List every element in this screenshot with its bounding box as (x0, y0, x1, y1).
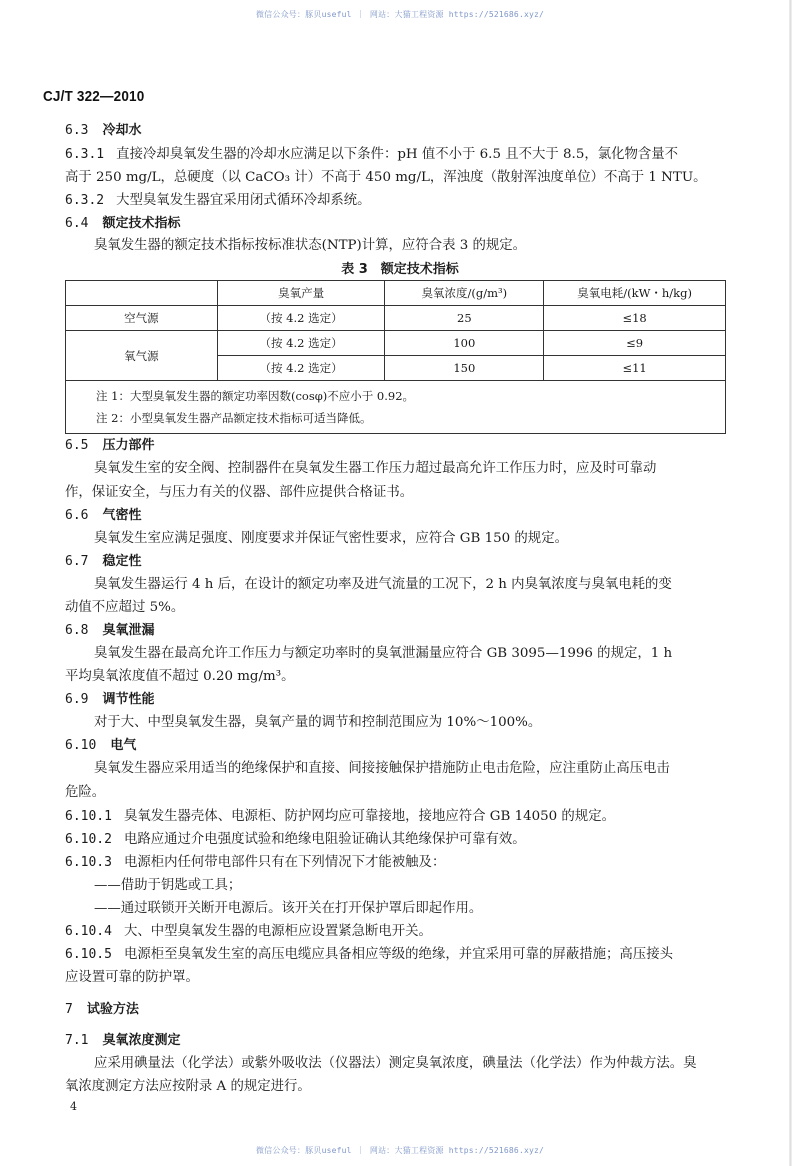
section-6-10-text: 臭氧发生器应采用适当的绝缘保护和直接、间接接触保护措施防止电击危险，应注重防止高压电击 (94, 761, 670, 776)
clause-number: 6.10.3 (65, 855, 112, 870)
section-title: 冷却水 (102, 123, 142, 138)
table-row (66, 306, 726, 331)
source-cell: 空气源 (66, 306, 218, 331)
section-6-10-text-cont: 危险。 (65, 785, 106, 800)
clause-6-10-1 (65, 808, 615, 826)
clause-number: 6.3.2 (65, 193, 105, 208)
list-item: ——通过联锁开关断开电源后。该开关在打开保护罩后即起作用。 (94, 901, 483, 916)
clause-6-3-1 (65, 146, 678, 164)
clause-text: 电源柜内任何带电部件只有在下列情况下才能被触及： (123, 855, 446, 870)
table-3 (65, 280, 726, 434)
clause-6-3-1-cont: 高于 250 mg/L，总硬度（以 CaCO₃ 计）不高于 450 mg/L，浑浊度（散射浑浊度单位）不高于 1 NTU。 (65, 170, 707, 185)
output-cell: （按 4.2 选定） (217, 356, 385, 381)
clause-number: 6.10.2 (65, 832, 112, 847)
clause-6-10-5 (65, 946, 673, 964)
table-header-row (66, 281, 726, 306)
section-6-6-heading (65, 507, 142, 525)
section-title: 稳定性 (102, 554, 142, 569)
section-6-7-text-cont: 动值不应超过 5%。 (65, 600, 185, 615)
section-6-8-text-cont: 平均臭氧浓度值不超过 0.20 mg/m³。 (65, 669, 295, 684)
section-6-3-heading (65, 122, 142, 140)
section-6-9-heading (65, 691, 155, 709)
section-6-9-text: 对于大、中型臭氧发生器，臭氧产量的调节和控制范围应为 10%～100%。 (94, 715, 542, 730)
table-note-2: 注 2：小型臭氧发生器产品额定技术指标可适当降低。 (96, 411, 372, 425)
concentration-cell: 25 (385, 306, 544, 331)
section-6-10-heading (65, 737, 136, 755)
section-title: 试验方法 (86, 1002, 139, 1017)
section-6-6-text: 臭氧发生室应满足强度、刚度要求并保证气密性要求，应符合 GB 150 的规定。 (94, 531, 568, 546)
watermark-bottom: 微信公众号：豚贝useful ｜ 网站：大猫工程资源 https://521686.xyz/ (255, 1146, 545, 1155)
page-number: 4 (70, 1100, 77, 1113)
concentration-cell: 100 (385, 331, 544, 356)
section-title: 气密性 (102, 508, 142, 523)
section-title: 调节性能 (102, 692, 155, 707)
clause-text: 直接冷却臭氧发生器的冷却水应满足以下条件：pH 值不小于 6.5 且不大于 8.5，氯化物含量不 (116, 147, 679, 162)
clause-text: 电源柜至臭氧发生室的高压电缆应具备相应等级的绝缘，并宜采用可靠的屏蔽措施；高压接头 (123, 947, 673, 962)
table-header-cell: 臭氧浓度/(g/m³) (385, 281, 544, 306)
table-row (66, 331, 726, 356)
section-7-heading (65, 1001, 139, 1019)
clause-6-10-5-cont: 应设置可靠的防护罩。 (65, 970, 199, 985)
standard-code: CJ/T 322—2010 (43, 88, 145, 105)
section-number: 7 (65, 1002, 73, 1017)
section-title: 额定技术指标 (102, 216, 181, 231)
section-6-5-text-cont: 作，保证安全，与压力有关的仪器、部件应提供合格证书。 (65, 485, 414, 500)
table-notes (66, 381, 726, 434)
section-6-5-text: 臭氧发生室的安全阀、控制器件在臭氧发生器工作压力超过最高允许工作压力时，应及时可靠动 (94, 461, 657, 476)
section-number: 6.5 (65, 438, 89, 453)
source-cell: 氧气源 (66, 331, 218, 381)
section-6-5-heading (65, 437, 155, 455)
concentration-cell: 150 (385, 356, 544, 381)
section-number: 6.3 (65, 123, 89, 138)
clause-text: 臭氧发生器壳体、电源柜、防护网均应可靠接地，接地应符合 GB 14050 的规定。 (123, 809, 615, 824)
section-7-1-text-cont: 氧浓度测定方法应按附录 A 的规定进行。 (65, 1079, 311, 1094)
watermark-top: 微信公众号：豚贝useful ｜ 网站：大猫工程资源 https://521686.xyz/ (255, 10, 545, 19)
power-cell: ≤9 (544, 331, 726, 356)
section-title: 电气 (110, 738, 137, 753)
section-6-8-heading (65, 622, 155, 640)
clause-number: 6.3.1 (65, 147, 105, 162)
clause-6-10-2 (65, 831, 526, 849)
section-number: 6.9 (65, 692, 89, 707)
table-header-cell (66, 281, 218, 306)
table-notes-row (66, 381, 726, 434)
section-number: 6.6 (65, 508, 89, 523)
output-cell: （按 4.2 选定） (217, 306, 385, 331)
clause-text: 大、中型臭氧发生器的电源柜应设置紧急断电开关。 (123, 924, 432, 939)
section-number: 7.1 (65, 1033, 89, 1048)
clause-number: 6.10.4 (65, 924, 112, 939)
section-number: 6.4 (65, 216, 89, 231)
table-note-1: 注 1：大型臭氧发生器的额定功率因数(cosφ)不应小于 0.92。 (96, 389, 415, 403)
section-7-1-text: 应采用碘量法（化学法）或紫外吸收法（仪器法）测定臭氧浓度，碘量法（化学法）作为仲裁方法。臭 (94, 1056, 697, 1071)
section-7-1-heading (65, 1032, 181, 1050)
section-number: 6.10 (65, 738, 97, 753)
section-6-4-heading (65, 215, 181, 233)
power-cell: ≤18 (544, 306, 726, 331)
section-title: 臭氧泄漏 (102, 623, 155, 638)
table-3-title: 表 3 额定技术指标 (341, 262, 459, 277)
clause-text: 大型臭氧发生器宜采用闭式循环冷却系统。 (116, 193, 371, 208)
table-header-cell: 臭氧电耗/(kW・h/kg) (544, 281, 726, 306)
page-edge-shadow (789, 0, 792, 1166)
table-header-cell: 臭氧产量 (217, 281, 385, 306)
clause-number: 6.10.5 (65, 947, 112, 962)
section-title: 臭氧浓度测定 (102, 1033, 181, 1048)
clause-number: 6.10.1 (65, 809, 112, 824)
section-number: 6.8 (65, 623, 89, 638)
clause-6-3-2 (65, 192, 371, 210)
list-item: ——借助于钥匙或工具； (94, 878, 242, 893)
output-cell: （按 4.2 选定） (217, 331, 385, 356)
section-number: 6.7 (65, 554, 89, 569)
clause-6-10-4 (65, 923, 432, 941)
clause-text: 电路应通过介电强度试验和绝缘电阻验证确认其绝缘保护可靠有效。 (123, 832, 526, 847)
clause-6-10-3 (65, 854, 445, 872)
section-title: 压力部件 (102, 438, 155, 453)
section-6-7-text: 臭氧发生器运行 4 h 后，在设计的额定功率及进气流量的工况下，2 h 内臭氧浓度与臭氧电耗的变 (94, 577, 672, 592)
section-6-8-text: 臭氧发生器在最高允许工作压力与额定功率时的臭氧泄漏量应符合 GB 3095—1996 的规定，1 h (94, 646, 673, 661)
section-6-7-heading (65, 553, 142, 571)
power-cell: ≤11 (544, 356, 726, 381)
section-6-4-text: 臭氧发生器的额定技术指标按标准状态(NTP)计算，应符合表 3 的规定。 (94, 238, 527, 253)
